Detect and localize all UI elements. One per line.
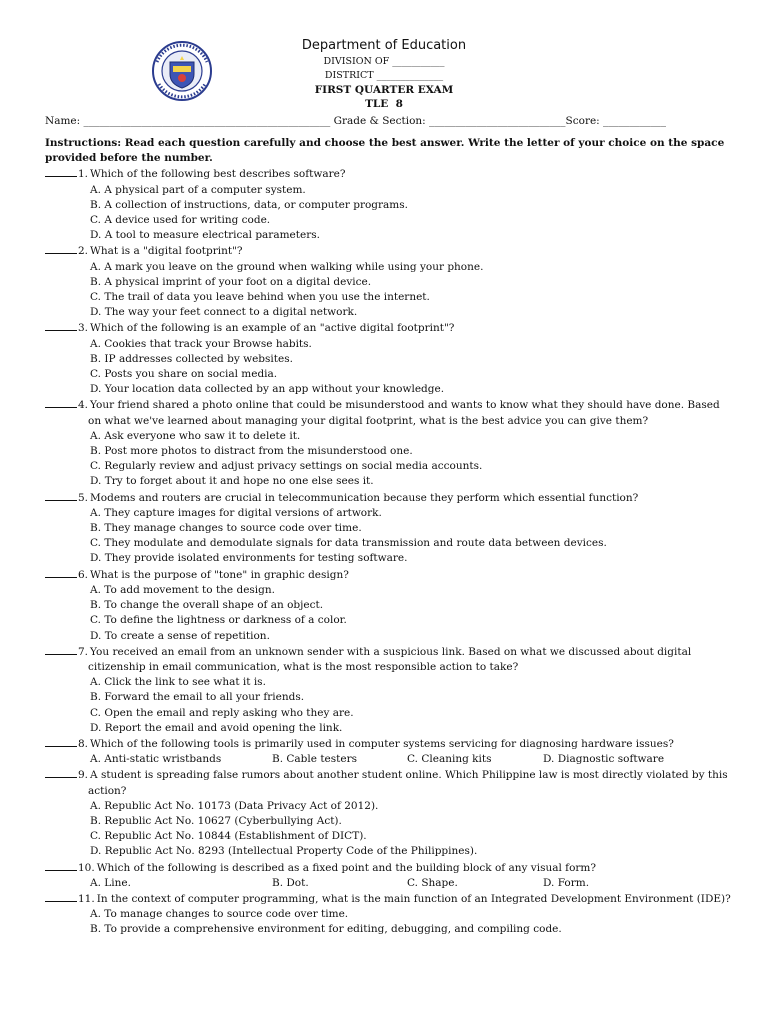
option: C. Open the email and reply asking who they are.	[90, 706, 354, 719]
question-text: Which of the following is described as a fixed point and the building block of any visual form?	[96, 861, 596, 874]
option: B. A collection of instructions, data, or computer programs.	[90, 198, 408, 211]
question-5	[45, 490, 735, 567]
option: C. Cleaning kits	[407, 753, 492, 766]
option: C. Posts you share on social media.	[90, 368, 278, 381]
option: C. Regularly review and adjust privacy settings on social media accounts.	[90, 460, 483, 473]
option: C. The trail of data you leave behind when you use the internet.	[90, 291, 430, 304]
answer-blank[interactable]	[45, 567, 77, 578]
question-number: 6.	[78, 568, 89, 581]
question-number: 10.	[78, 861, 95, 874]
option: D. They provide isolated environments for testing software.	[90, 552, 408, 565]
question-11	[45, 891, 735, 938]
question-text: In the context of computer programming, what is the main function of an Integrated Development Environment (IDE)?	[96, 892, 731, 905]
option: A. Anti-static wristbands	[90, 753, 222, 766]
option: B. To provide a comprehensive environment for editing, debugging, and compiling code.	[90, 923, 562, 936]
option: A. A mark you leave on the ground when walking while using your phone.	[90, 260, 484, 273]
exam-content	[45, 136, 735, 938]
question-1	[45, 166, 735, 243]
option: C. They modulate and demodulate signals for data transmission and route data between devices.	[90, 537, 607, 550]
question-number: 1.	[78, 168, 89, 181]
question-text: Which of the following is an example of an "active digital footprint"?	[90, 322, 455, 335]
question-text: Modems and routers are crucial in telecommunication because they perform which essential function?	[90, 491, 639, 504]
score-field[interactable]: Score: ____________	[565, 115, 667, 127]
division-line: DIVISION OF ___________	[323, 56, 445, 67]
question-number: 5.	[78, 491, 89, 504]
option: D. To create a sense of repetition.	[90, 629, 270, 642]
exam-header	[0, 37, 768, 111]
question-text: What is the purpose of "tone" in graphic design?	[90, 568, 349, 581]
option: A. They capture images for digital versions of artwork.	[90, 506, 382, 519]
option: D. Republic Act No. 8293 (Intellectual Property Code of the Philippines).	[90, 845, 478, 858]
option: D. Try to forget about it and hope no one else sees it.	[90, 475, 374, 488]
option: C. Shape.	[407, 876, 458, 889]
option: A. Line.	[90, 876, 131, 889]
option: B. To change the overall shape of an object.	[90, 599, 324, 612]
option: C. A device used for writing code.	[90, 214, 271, 227]
answer-blank[interactable]	[45, 860, 77, 871]
option: D. Your location data collected by an app without your knowledge.	[90, 383, 445, 396]
question-7	[45, 644, 735, 736]
student-info-line	[45, 114, 735, 128]
question-number: 9.	[78, 769, 89, 782]
district-line: DISTRICT ______________	[324, 70, 444, 81]
answer-blank[interactable]	[45, 397, 77, 408]
question-2	[45, 243, 735, 320]
subject-title: TLE 8	[365, 98, 403, 110]
answer-blank[interactable]	[45, 891, 77, 902]
question-3	[45, 320, 735, 397]
question-number: 7.	[78, 645, 89, 658]
question-text: Your friend shared a photo online that could be misunderstood and wants to know what they should have done. Based on what we've learned about managing your digital footprint, what is the best advice you can give them?	[88, 399, 720, 427]
option: C. Republic Act No. 10844 (Establishment of DICT).	[90, 830, 367, 843]
option: B. Cable testers	[272, 753, 357, 766]
option: D. The way your feet connect to a digital network.	[90, 306, 358, 319]
name-field[interactable]: Name: _______________________________________________	[45, 115, 331, 127]
question-text: What is a "digital footprint"?	[90, 245, 243, 258]
option: B. Forward the email to all your friends.	[90, 691, 305, 704]
answer-blank[interactable]	[45, 644, 77, 655]
question-8	[45, 736, 735, 767]
option: D. Report the email and avoid opening the link.	[90, 721, 343, 734]
option: A. To add movement to the design.	[90, 583, 275, 596]
question-number: 3.	[78, 322, 89, 335]
options-row	[45, 876, 735, 891]
option: A. Republic Act No. 10173 (Data Privacy Act of 2012).	[90, 799, 379, 812]
answer-blank[interactable]	[45, 320, 77, 331]
option: B. Dot.	[272, 876, 309, 889]
instructions: Instructions: Read each question carefully and choose the best answer. Write the letter of your choice on the space provided before the number.	[45, 137, 725, 165]
option: D. Form.	[543, 876, 590, 889]
option: B. IP addresses collected by websites.	[90, 352, 293, 365]
option: D. A tool to measure electrical parameters.	[90, 229, 320, 242]
question-number: 2.	[78, 245, 89, 258]
grade-section-field[interactable]: Grade & Section: __________________________	[333, 115, 566, 127]
question-9	[45, 767, 735, 859]
option: B. A physical imprint of your foot on a digital device.	[90, 275, 372, 288]
question-text: A student is spreading false rumors about another student online. Which Philippine law is most directly violated by this action?	[88, 769, 728, 797]
answer-blank[interactable]	[45, 736, 77, 747]
option: A. To manage changes to source code over time.	[90, 908, 349, 921]
question-text: Which of the following tools is primarily used in computer systems servicing for diagnosing hardware issues?	[90, 737, 674, 750]
exam-title: FIRST QUARTER EXAM	[314, 84, 454, 96]
question-number: 4.	[78, 399, 89, 412]
question-number: 8.	[78, 737, 89, 750]
question-text: Which of the following best describes software?	[90, 168, 346, 181]
question-text: You received an email from an unknown sender with a suspicious link. Based on what we discussed about digital citizenship in email communication, what is the most responsible action to take?	[88, 645, 692, 673]
options-row	[45, 752, 735, 767]
option: A. Cookies that track your Browse habits.	[90, 337, 312, 350]
option: B. They manage changes to source code over time.	[90, 522, 362, 535]
question-6	[45, 567, 735, 644]
answer-blank[interactable]	[45, 243, 77, 254]
option: D. Diagnostic software	[543, 753, 665, 766]
answer-blank[interactable]	[45, 490, 77, 501]
answer-blank[interactable]	[45, 767, 77, 778]
option: C. To define the lightness or darkness of a color.	[90, 614, 347, 627]
question-4	[45, 397, 735, 489]
question-10	[45, 860, 735, 891]
option: A. Click the link to see what it is.	[90, 676, 266, 689]
option: A. A physical part of a computer system.	[90, 183, 306, 196]
option: B. Republic Act No. 10627 (Cyberbullying Act).	[90, 814, 342, 827]
answer-blank[interactable]	[45, 166, 77, 177]
department-title: Department of Education	[301, 38, 467, 53]
question-number: 11.	[78, 892, 95, 905]
option: B. Post more photos to distract from the misunderstood one.	[90, 445, 413, 458]
option: A. Ask everyone who saw it to delete it.	[90, 429, 301, 442]
